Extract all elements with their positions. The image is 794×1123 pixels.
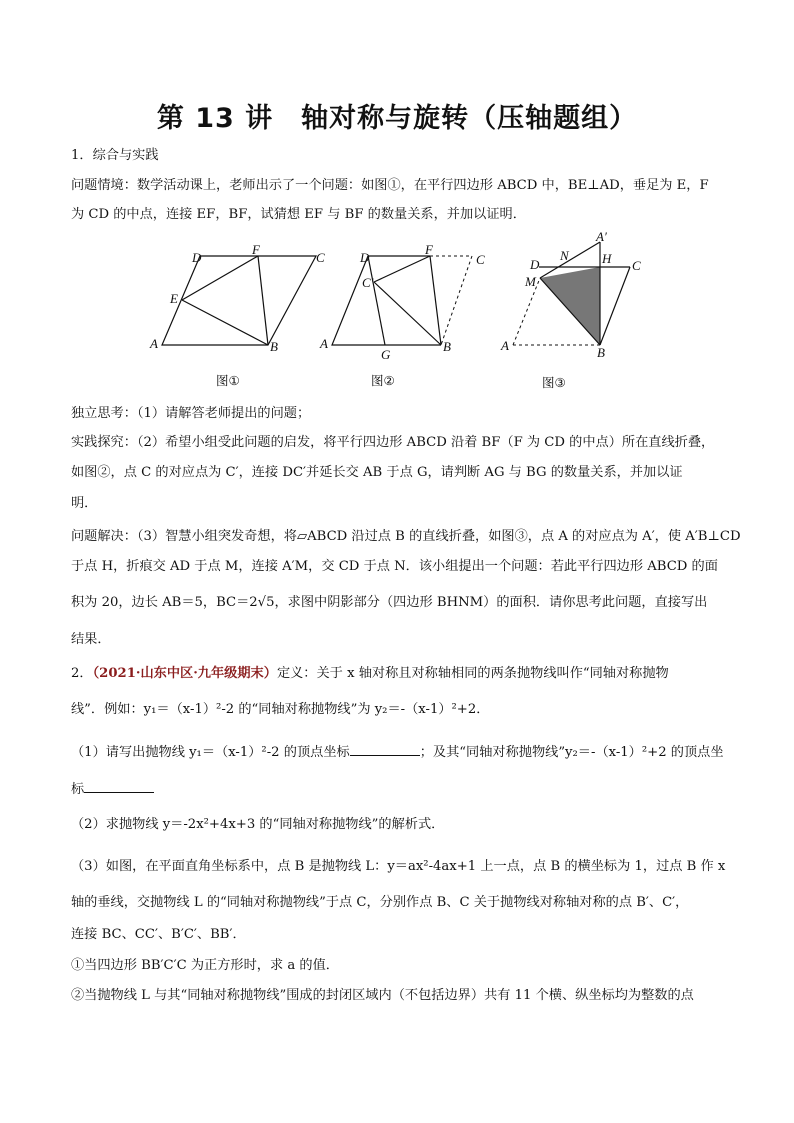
q1-heading: 1．综合与实践 xyxy=(71,148,159,163)
q1-explore-line-2: 如图②，点 C 的对应点为 C′，连接 DC′并延长交 AB 于点 G，请判断 AG 与 BG 的数量关系，并加以证 xyxy=(71,465,683,480)
q2-part2: （2）求抛物线 y＝-2x²+4x+3 的“同轴对称抛物线”的解析式． xyxy=(71,817,445,832)
q2-part1-text-a: （1）请写出抛物线 y₁＝（x-1）²-2 的顶点坐标 xyxy=(71,745,350,760)
f3-label-a: A xyxy=(501,338,509,353)
q1-solve-line-4: 结果． xyxy=(71,632,111,647)
q2-number: 2． xyxy=(71,666,93,681)
f2-caption: 图② xyxy=(371,373,395,388)
q1-explore-line-3: 明． xyxy=(71,496,98,511)
geometry-figures xyxy=(140,232,660,397)
figure-2 xyxy=(332,256,441,345)
f1-label-d: D xyxy=(192,250,202,265)
q1-problem-line-1: 问题情境：数学活动课上，老师出示了一个问题：如图①，在平行四边形 ABCD 中，BE⊥AD，垂足为 E，F xyxy=(71,178,709,193)
q2-part3-line-3: 连接 BC、CC′、B′C′、BB′． xyxy=(71,927,246,942)
q2-sub2: ②当抛物线 L 与其“同轴对称抛物线”围成的封闭区域内（不包括边界）共有 11 个横、纵坐标均为整数的点 xyxy=(71,988,694,1003)
shaded-region xyxy=(540,267,600,345)
f3-label-m: M xyxy=(525,274,536,289)
f2-label-a: A xyxy=(320,336,328,351)
f1-label-a: A xyxy=(150,336,158,351)
q2-part1-text-b: ；及其“同轴对称抛物线”y₂＝-（x-1）²+2 的顶点坐 xyxy=(419,745,724,760)
q1-think: 独立思考：（1）请解答老师提出的问题； xyxy=(71,406,311,421)
q2-definition-line-1 xyxy=(71,664,731,684)
answer-blank-2[interactable] xyxy=(84,779,154,793)
page-title: 第 13 讲 轴对称与旋转（压轴题组） xyxy=(156,103,638,134)
f3-caption: 图③ xyxy=(542,375,566,390)
f1-label-b: B xyxy=(270,339,278,354)
q2-sub1: ①当四边形 BB′C′C 为正方形时，求 a 的值． xyxy=(71,958,339,973)
q1-solve-line-1: 问题解决：（3）智慧小组突发奇想，将▱ABCD 沿过点 B 的直线折叠，如图③，点 A 的对应点为 A′，使 A′B⊥CD xyxy=(71,529,741,544)
q1-solve-line-2: 于点 H，折痕交 AD 于点 M，连接 A′M，交 CD 于点 N．该小组提出一个问题：若此平行四边形 ABCD 的面 xyxy=(71,559,718,574)
f2-label-d: D xyxy=(360,250,370,265)
f1-label-f: F xyxy=(252,242,260,257)
q2-part1-line-2 xyxy=(71,779,731,800)
f3-label-a-prime: A′ xyxy=(596,232,607,244)
figures-svg xyxy=(140,232,660,397)
f2-label-c: C xyxy=(476,252,485,267)
q2-source-tag: （2021·山东中区·九年级期末） xyxy=(92,666,277,681)
q1-solve-line-3: 积为 20，边长 AB＝5，BC＝2√5，求图中阴影部分（四边形 BHNM）的面积．请你思考此问题，直接写出 xyxy=(71,595,708,610)
f2-label-g: G xyxy=(381,347,391,362)
q2-part1-line-1 xyxy=(71,742,731,763)
f1-label-c: C xyxy=(316,250,325,265)
q2-part3-line-2: 轴的垂线，交抛物线 L 的“同轴对称抛物线”于点 C，分别作点 B、C 关于抛物线对称轴对称的点 B′、C′， xyxy=(71,895,689,910)
q2-definition-text: 定义：关于 x 轴对称且对称轴相同的两条抛物线叫作“同轴对称抛物 xyxy=(276,666,669,681)
figure-1 xyxy=(162,256,316,345)
q2-part3-line-1: （3）如图，在平面直角坐标系中，点 B 是抛物线 L：y＝ax²-4ax+1 上一点，点 B 的横坐标为 1，过点 B 作 x xyxy=(71,859,726,874)
f1-caption: 图① xyxy=(216,373,240,388)
f3-label-b: B xyxy=(597,345,605,360)
f3-label-c: C xyxy=(632,258,641,273)
f1-label-e: E xyxy=(170,291,178,306)
f2-label-f: F xyxy=(425,242,433,257)
q1-explore-line-1: 实践探究：（2）希望小组受此问题的启发，将平行四边形 ABCD 沿着 BF（F 为 CD 的中点）所在直线折叠， xyxy=(71,435,715,450)
q1-problem-line-2: 为 CD 的中点，连接 EF，BF，试猜想 EF 与 BF 的数量关系，并加以证明． xyxy=(71,207,526,222)
f3-label-d: D xyxy=(530,257,540,272)
f2-label-c-prime: C′ xyxy=(362,275,374,290)
f3-label-h: H xyxy=(602,251,612,266)
q2-part1-text-c: 标 xyxy=(71,782,85,797)
f2-label-b: B xyxy=(443,339,451,354)
f3-label-n: N xyxy=(560,248,569,263)
q2-definition-line-2: 线”．例如：y₁＝（x-1）²-2 的“同轴对称抛物线”为 y₂＝-（x-1）²+2． xyxy=(71,702,490,717)
answer-blank-1[interactable] xyxy=(350,742,420,756)
